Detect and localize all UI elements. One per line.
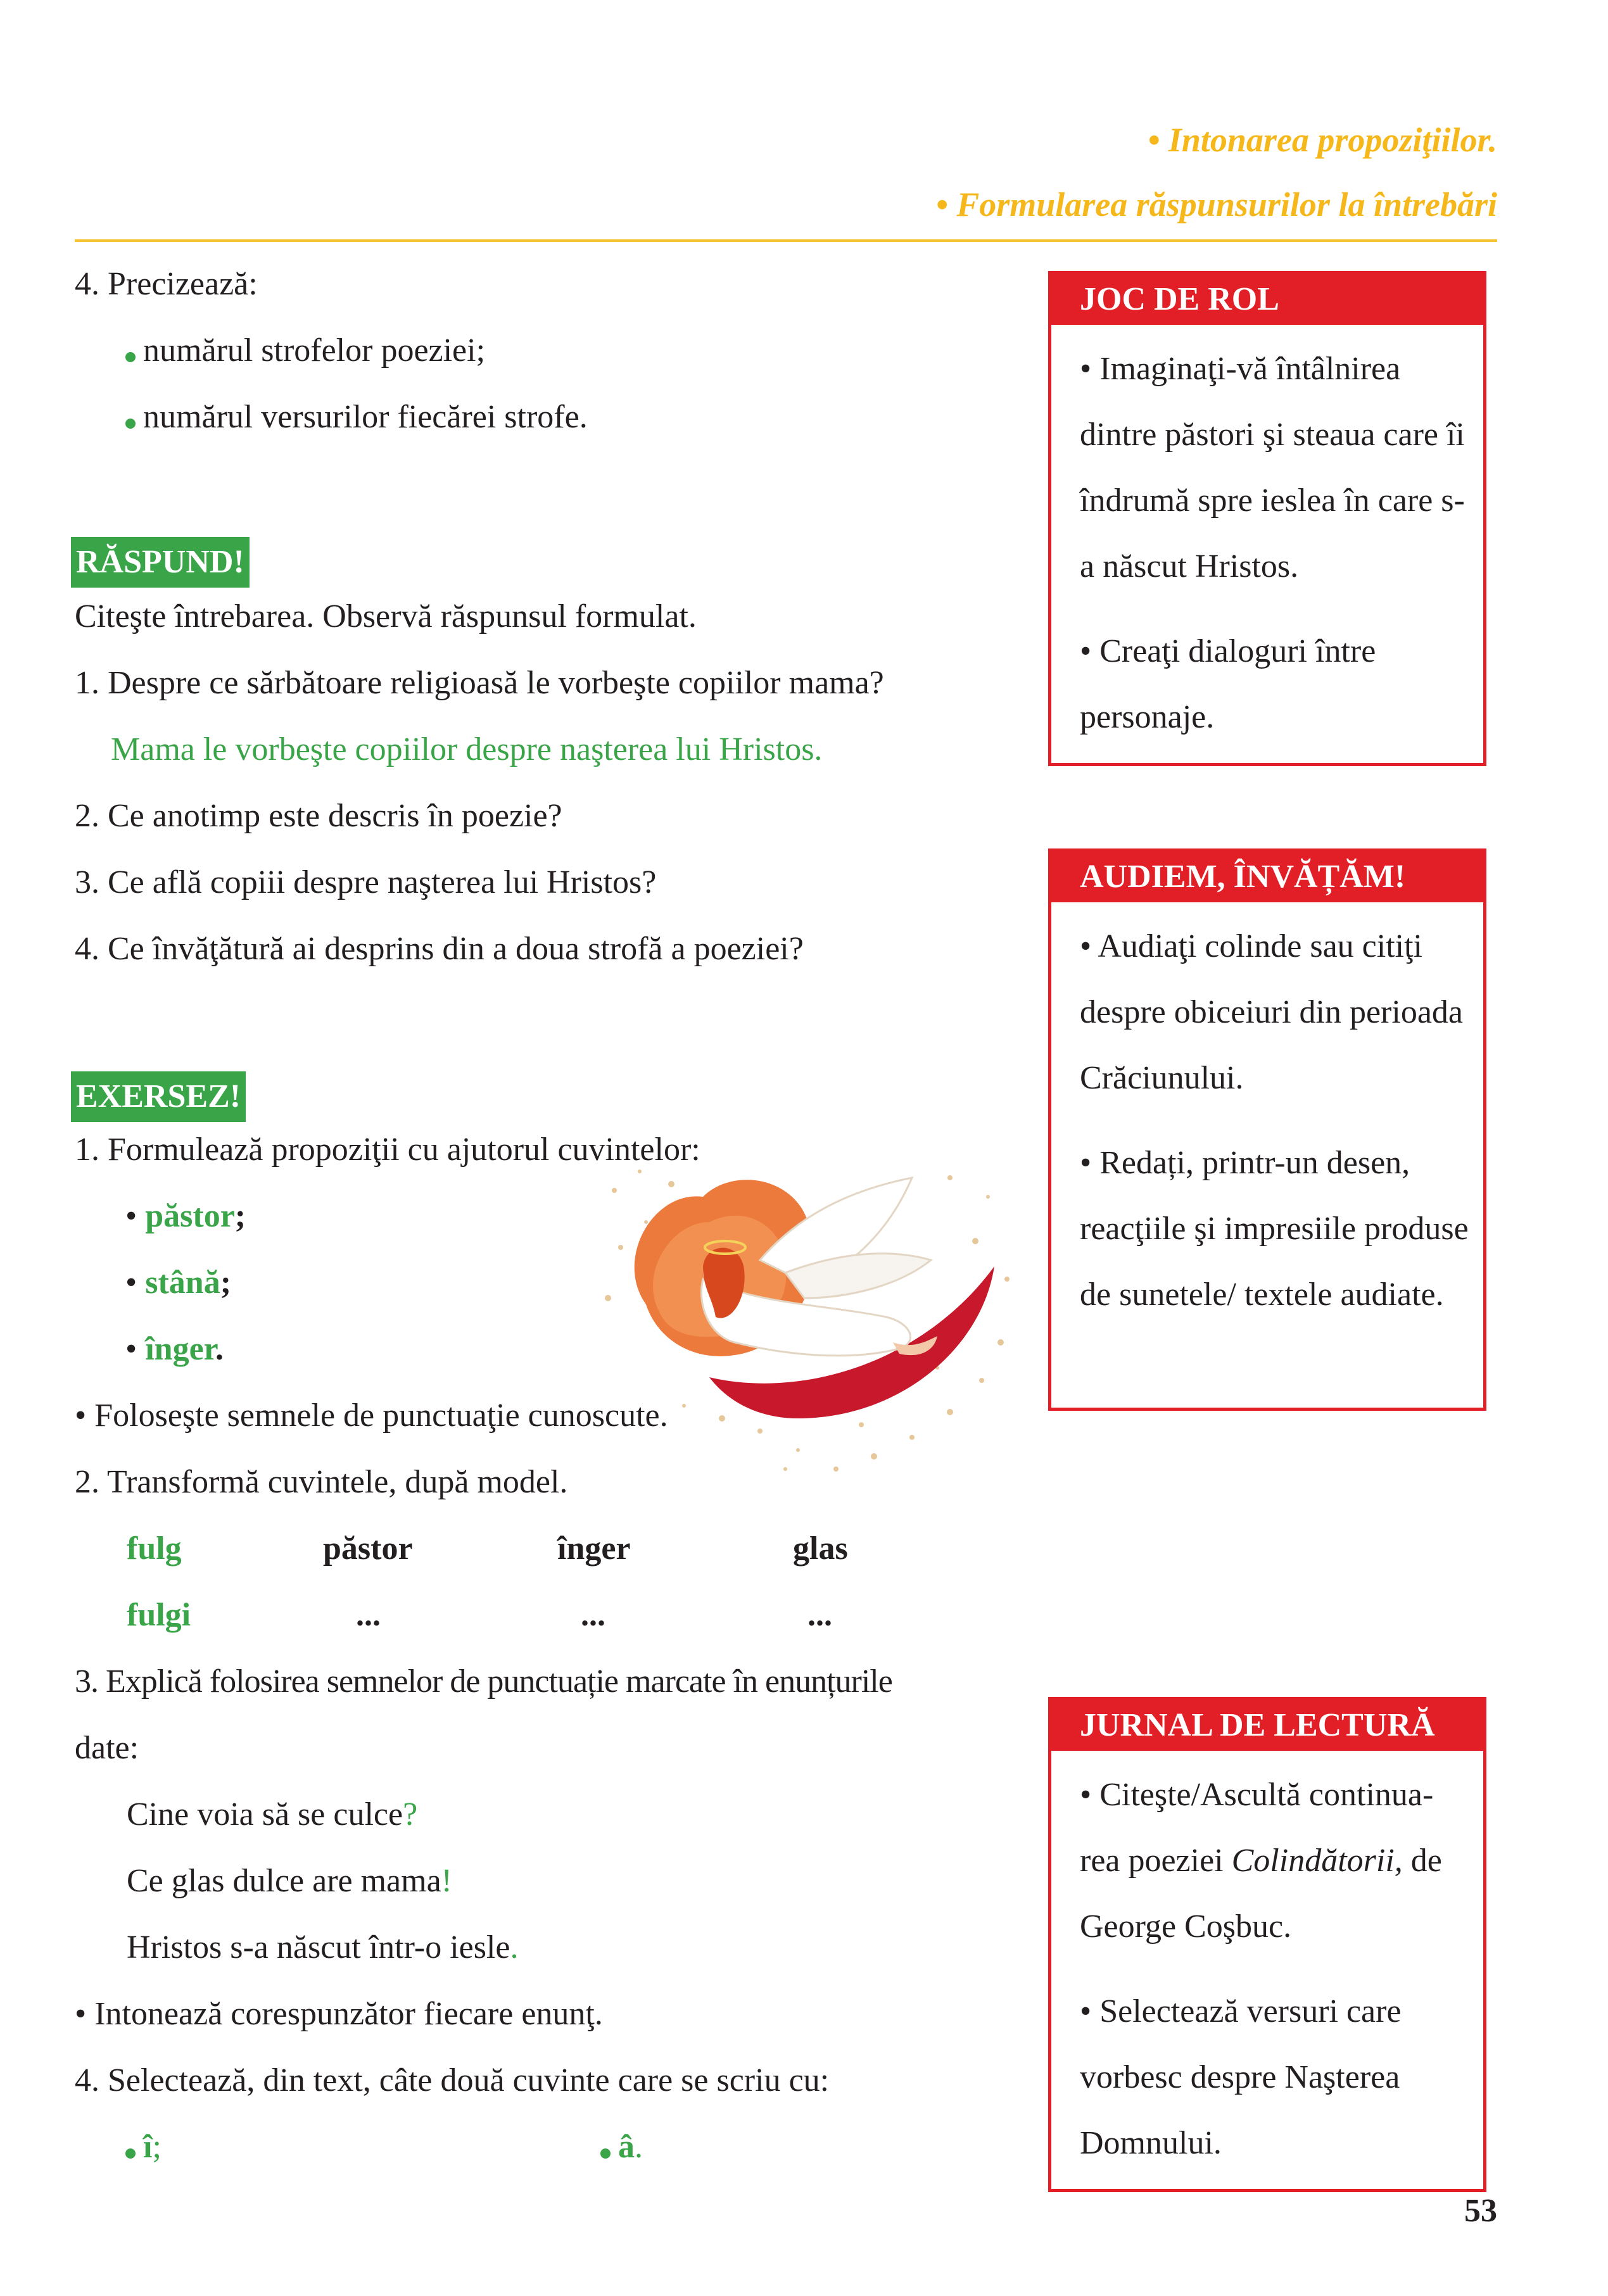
page-number: 53 — [1464, 2193, 1497, 2229]
word-inger: înger — [557, 1530, 631, 1567]
raspund-answer-1: Mama le vorbeşte copiilor despre naşterea lui Hristos. — [111, 731, 823, 767]
ex3-note: • Intonează corespunzător fiecare enunţ. — [75, 1996, 603, 2032]
box-audiem-title: AUDIEM, ÎNVĂȚĂM! — [1051, 852, 1483, 902]
ex1-word-2: • stână; — [125, 1265, 232, 1301]
raspund-question-3: 3. Ce află copiii despre naşterea lui Hristos? — [75, 864, 657, 900]
word-glas: glas — [793, 1530, 848, 1567]
box-audiem-p1: • Audiaţi colinde sau citiţi despre obiceiuri din perioada Crăciunului. — [1080, 928, 1463, 1096]
sentence-1: Cine voia să se culce? — [127, 1796, 418, 1832]
raspund-question-2: 2. Ce anotimp este descris în poezie? — [75, 798, 562, 834]
box-jurnal-p1: • Citeşte/Ascultă continua-rea poeziei Colindătorii, de George Coşbuc. — [1080, 1777, 1442, 1945]
q4-item-1: numărul strofelor poeziei; — [125, 331, 485, 370]
box-audiem — [1048, 848, 1486, 1411]
exercise-2: 2. Transformă cuvintele, după model. — [75, 1464, 568, 1500]
box-audiem-p2: • Redați, printr-un desen, reacţiile şi impresiile produse de sunetele/ textele audiate. — [1080, 1145, 1469, 1313]
box-joc-de-rol-p2: • Creaţi dialoguri între personaje. — [1080, 633, 1376, 735]
box-jurnal-p2: • Selectează versuri care vorbesc despre Naşterea Domnului. — [1080, 1993, 1402, 2161]
exercise-4: 4. Selectează, din text, câte două cuvinte care se scriu cu: — [75, 2062, 830, 2098]
exercise-3: 3. Explică folosirea semnelor de punctuație marcate în enunțurile — [75, 1663, 892, 1700]
header-rule — [75, 239, 1497, 242]
raspund-question-1: 1. Despre ce sărbătoare religioasă le vorbeşte copiilor mama? — [75, 665, 884, 701]
exersez-badge: EXERSEZ! — [71, 1071, 246, 1122]
box-jurnal — [1048, 1697, 1486, 2192]
ex4-item-2: â. — [600, 2128, 643, 2167]
ex1-word-1: • păstor; — [125, 1198, 246, 1234]
raspund-intro: Citeşte întrebarea. Observă răspunsul formulat. — [75, 598, 697, 634]
box-joc-de-rol-p1: • Imaginaţi-vă întâlnirea dintre păstori şi steaua care îi îndrumă spre ieslea în care s-a născut Hristos. — [1080, 351, 1465, 584]
box-joc-de-rol — [1048, 271, 1486, 766]
question-4: 4. Precizează: — [75, 266, 258, 302]
blank-inger: ... — [581, 1597, 605, 1633]
ex1-word-3: • înger. — [125, 1331, 224, 1367]
model-word-2: fulgi — [127, 1597, 191, 1633]
bullet-dot-icon — [125, 352, 136, 362]
ex4-item-1: î; — [125, 2128, 161, 2167]
q4-item-2: numărul versurilor fiecărei strofe. — [125, 398, 588, 437]
model-word-1: fulg — [127, 1530, 182, 1567]
raspund-badge: RĂSPUND! — [71, 537, 250, 588]
raspund-question-4: 4. Ce învăţătură ai desprins din a doua strofă a poeziei? — [75, 931, 804, 967]
bullet-dot-icon — [125, 419, 136, 429]
header-line-1: • Intonarea propoziţiilor. — [1148, 121, 1497, 159]
header-line-2: • Formularea răspunsurilor la întrebări — [935, 186, 1497, 224]
sentence-3: Hristos s-a născut într-o iesle. — [127, 1929, 519, 1965]
word-pastor: păstor — [323, 1530, 413, 1567]
exercise-3-cont: date: — [75, 1730, 139, 1766]
bullet-dot-icon — [125, 2148, 136, 2159]
blank-glas: ... — [807, 1597, 832, 1633]
ex1-note: • Foloseşte semnele de punctuaţie cunoscute. — [75, 1397, 668, 1434]
exercise-1: 1. Formulează propoziţii cu ajutorul cuvintelor: — [75, 1132, 700, 1168]
bullet-dot-icon — [600, 2148, 611, 2159]
sentence-2: Ce glas dulce are mama! — [127, 1863, 452, 1899]
blank-pastor: ... — [356, 1597, 381, 1633]
box-jurnal-title: JURNAL DE LECTURĂ — [1051, 1700, 1483, 1751]
box-joc-de-rol-title: JOC DE ROL — [1051, 274, 1483, 325]
